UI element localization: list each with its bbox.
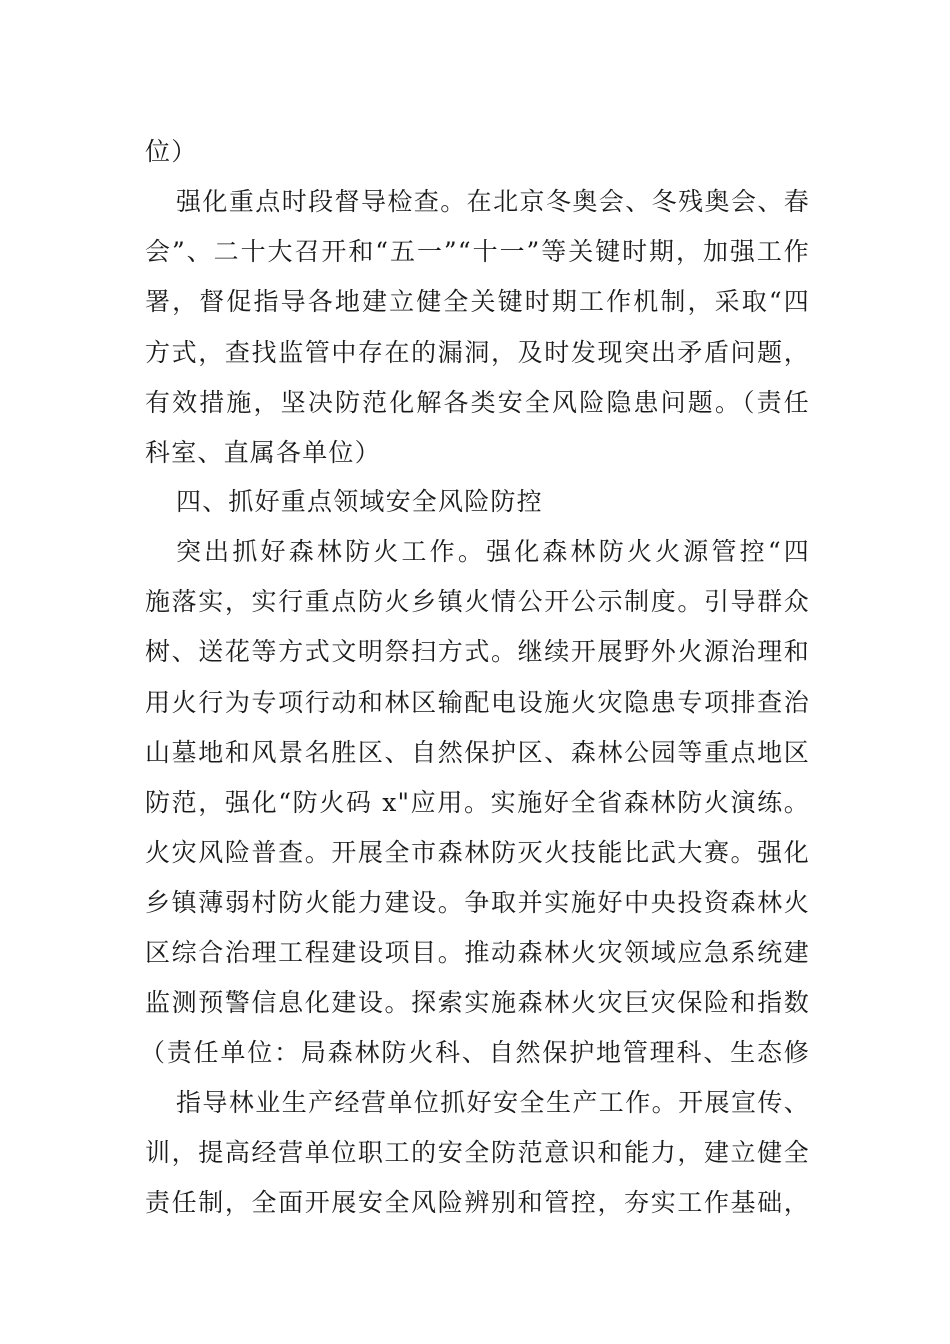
paragraph-first-line: 突出抓好森林防火工作。强化森林防火火源管控“四 (176, 537, 810, 566)
text-line: 责任制，全面开展安全风险辨别和管控，夯实工作基础， (145, 1188, 810, 1217)
paragraph-first-line: 指导林业生产经营单位抓好安全生产工作。开展宣传、 (176, 1088, 810, 1117)
text-line: 监测预警信息化建设。探索实施森林火灾巨灾保险和指数 (145, 988, 810, 1017)
text-line: （责任单位：局森林防火科、自然保护地管理科、生态修 (140, 1038, 810, 1067)
text-line: 区综合治理工程建设项目。推动森林火灾领域应急系统建 (145, 938, 810, 967)
section-heading: 四、抓好重点领域安全风险防控 (176, 487, 543, 516)
text-line: 施落实，实行重点防火乡镇火情公开公示制度。引导群众 (145, 587, 810, 616)
text-line: 防范，强化“防火码 x"应用。实施好全省森林防火演练。 (145, 788, 810, 817)
text-line: 位） (145, 137, 198, 166)
paragraph-first-line: 强化重点时段督导检查。在北京冬奥会、冬残奥会、春 (176, 187, 810, 216)
text-line: 火灾风险普查。开展全市森林防灭火技能比武大赛。强化 (145, 838, 810, 867)
text-line: 用火行为专项行动和林区输配电设施火灾隐患专项排查治 (145, 688, 810, 717)
text-line: 会”、二十大召开和“五一”“十一”等关键时期，加强工作 (145, 237, 810, 266)
text-line: 乡镇薄弱村防火能力建设。争取并实施好中央投资森林火 (145, 888, 810, 917)
text-line: 署，督促指导各地建立健全关键时期工作机制，采取“四 (145, 287, 810, 316)
text-line: 训，提高经营单位职工的安全防范意识和能力，建立健全 (145, 1138, 810, 1167)
text-line: 方式，查找监管中存在的漏洞，及时发现突出矛盾问题， (145, 338, 810, 367)
text-line: 有效措施，坚决防范化解各类安全风险隐患问题。（责任 (145, 388, 810, 417)
text-line: 山墓地和风景名胜区、自然保护区、森林公园等重点地区 (145, 738, 810, 767)
text-line: 科室、直属各单位） (145, 438, 381, 467)
text-line: 树、送花等方式文明祭扫方式。继续开展野外火源治理和 (145, 637, 810, 666)
